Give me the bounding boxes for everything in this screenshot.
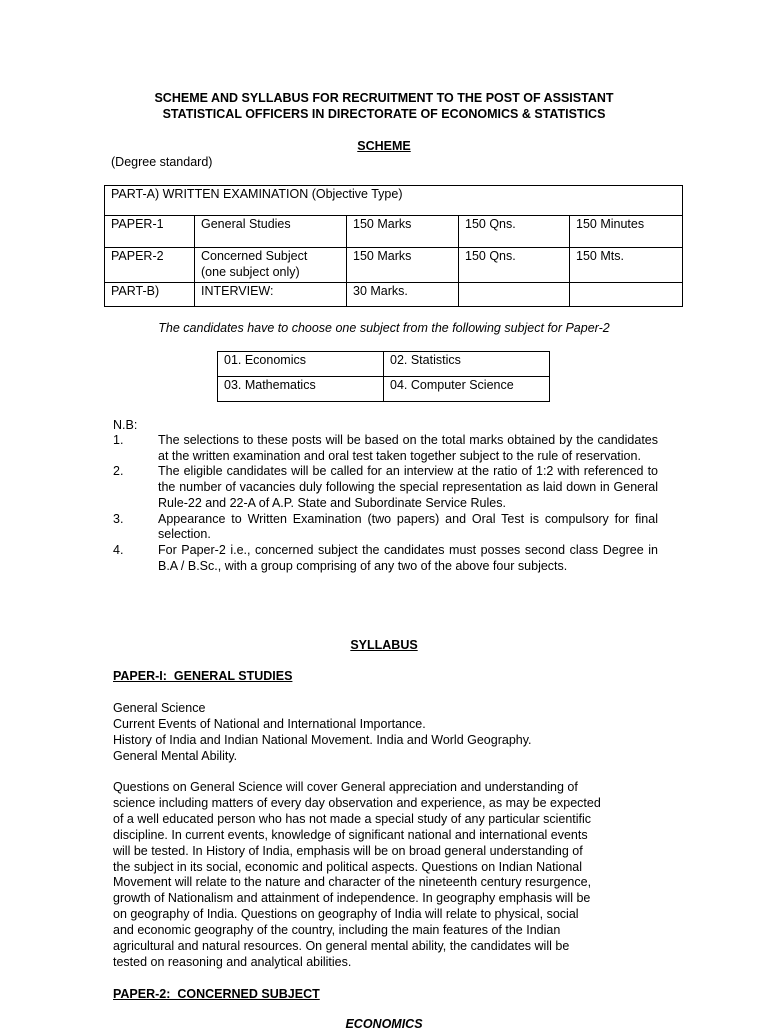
table-row (105, 248, 683, 283)
part-a-cell: PART-A) WRITTEN EXAMINATION (Objective Type) (105, 186, 683, 216)
subject-option: 03. Mathematics (218, 377, 384, 402)
paragraph-line: tested on reasoning and analytical abilities. (113, 954, 352, 969)
questions-cell (459, 283, 570, 307)
subject-cell: General Studies (195, 216, 347, 248)
questions-cell: 150 Qns. (459, 216, 570, 248)
table-row (105, 186, 683, 216)
paper2-heading: PAPER-2: CONCERNED SUBJECT (113, 987, 320, 1001)
list-text: For Paper-2 i.e., concerned subject the candidates must posses second class Degree in B.A / B.Sc., with a group comprising of any two of the above four subjects. (158, 542, 658, 573)
economics-heading: ECONOMICS (345, 1017, 423, 1031)
document-title (100, 90, 668, 122)
list-number: 1. (113, 433, 124, 447)
subject-cell (195, 248, 347, 283)
list-item (113, 464, 658, 511)
subject-line-2: (one subject only) (201, 265, 300, 279)
subject-option: 04. Computer Science (384, 377, 550, 402)
paper-cell: PAPER-2 (105, 248, 195, 283)
list-item (113, 543, 658, 574)
paper1-paragraph (113, 780, 658, 971)
duration-cell (570, 283, 683, 307)
list-item (113, 512, 658, 543)
table-row (218, 377, 550, 402)
marks-cell: 30 Marks. (347, 283, 459, 307)
paper1-heading: PAPER-I: GENERAL STUDIES (113, 669, 293, 683)
title-line-2: STATISTICAL OFFICERS IN DIRECTORATE OF ECONOMICS & STATISTICS (162, 107, 606, 121)
questions-cell: 150 Qns. (459, 248, 570, 283)
paragraph-line: agricultural and natural resources. On general mental ability, the candidates will be (113, 939, 570, 954)
list-item (113, 433, 658, 464)
paragraph-line: of a well educated person who has not made a special study of any particular scientific (113, 811, 592, 826)
paragraph-line: and economic geography of the country, including the main features of the Indian (113, 923, 561, 938)
marks-cell: 150 Marks (347, 216, 459, 248)
topic-line: General Mental Ability. (113, 749, 238, 763)
paragraph-line: Movement will relate to the nature and character of the nineteenth century resurgence, (113, 875, 592, 890)
degree-standard: (Degree standard) (111, 155, 213, 169)
paragraph-line: growth of Nationalism and attainment of independence. In geography emphasis will be (113, 891, 591, 906)
nb-list (113, 433, 658, 574)
paragraph-line: will be tested. In History of India, emphasis will be on broad general understanding of (113, 843, 583, 858)
duration-cell: 150 Minutes (570, 216, 683, 248)
list-text: The selections to these posts will be based on the total marks obtained by the candidates at the written examination and oral test taken together subject to the rule of reservation. (158, 433, 658, 463)
paragraph-line: discipline. In current events, knowledge of significant national and international events (113, 827, 588, 842)
table-row (105, 216, 683, 248)
syllabus-heading: SYLLABUS (350, 638, 418, 652)
list-number: 2. (113, 464, 124, 479)
subject-cell: INTERVIEW: (195, 283, 347, 307)
topic-line: General Science (113, 701, 206, 715)
list-number: 3. (113, 511, 124, 526)
marks-cell: 150 Marks (347, 248, 459, 283)
table-row (218, 352, 550, 377)
nb-label: N.B: (113, 418, 138, 432)
paper1-topics (113, 700, 532, 764)
paragraph-line: Questions on General Science will cover General appreciation and understanding of (113, 780, 578, 794)
subject-line-1: Concerned Subject (201, 249, 308, 263)
title-line-1: SCHEME AND SYLLABUS FOR RECRUITMENT TO THE POST OF ASSISTANT (154, 91, 614, 105)
choose-subject-note: The candidates have to choose one subject from the following subject for Paper-2 (158, 321, 610, 335)
topic-line: History of India and Indian National Movement. India and World Geography. (113, 733, 532, 747)
duration-cell: 150 Mts. (570, 248, 683, 283)
subject-option: 02. Statistics (384, 352, 550, 377)
paragraph-line: on geography of India. Questions on geography of India will relate to physical, social (113, 907, 579, 922)
paragraph-line: science including matters of every day observation and experience, as may be expected (113, 795, 601, 810)
list-text: Appearance to Written Examination (two papers) and Oral Test is compulsory for final selection. (158, 511, 658, 542)
scheme-heading: SCHEME (357, 139, 411, 153)
list-text: The eligible candidates will be called for an interview at the ratio of 1:2 with referenced to the number of vacancies duly following the special representation as laid down in General Rule-22 and 22-A of A.P. State and Subordinate Service Rules. (158, 464, 658, 510)
paper-cell: PART-B) (105, 283, 195, 307)
scheme-table (104, 185, 683, 307)
paper-cell: PAPER-1 (105, 216, 195, 248)
subject-option: 01. Economics (218, 352, 384, 377)
list-number: 4. (113, 542, 124, 557)
paragraph-line: the subject in its social, economic and political aspects. Questions on Indian National (113, 859, 583, 874)
subjects-table (217, 351, 550, 402)
table-row (105, 283, 683, 307)
topic-line: Current Events of National and International Importance. (113, 717, 426, 731)
